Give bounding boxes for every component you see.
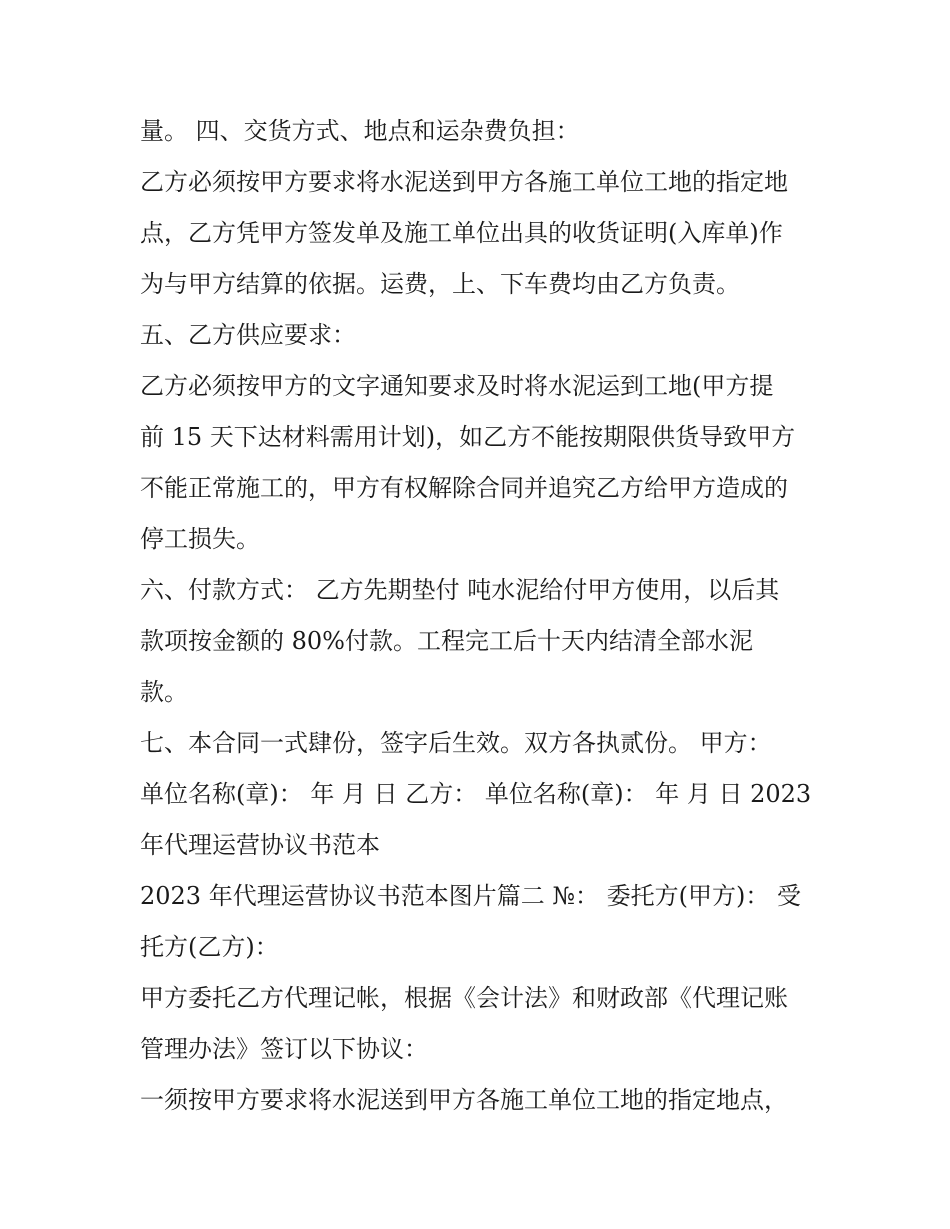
text-line: 五、乙方供应要求：	[140, 321, 356, 349]
text-line: 为与甲方结算的依据。运费，上、下车费均由乙方负责。	[140, 270, 740, 298]
text-line: 年代理运营协议书范本	[140, 831, 380, 859]
text-line: 管理办法》签订以下协议：	[140, 1035, 428, 1063]
text-line: 点，乙方凭甲方签发单及施工单位出具的收货证明(入库单)作	[140, 219, 783, 247]
text-line: 乙方必须按甲方要求将水泥送到甲方各施工单位工地的指定地	[140, 168, 788, 196]
text-line: 甲方委托乙方代理记帐，根据《会计法》和财政部《代理记账	[140, 984, 788, 1012]
text-line: 七、本合同一式肆份，签字后生效。双方各执贰份。 甲方：	[140, 729, 772, 757]
text-line: 款项按金额的 80%付款。工程完工后十天内结清全部水泥	[140, 627, 753, 655]
text-line: 款。	[140, 678, 188, 706]
document-body	[140, 106, 820, 1126]
text-line: 一须按甲方要求将水泥送到甲方各施工单位工地的指定地点，	[140, 1086, 788, 1114]
text-line: 2023 年代理运营协议书范本图片篇二 №： 委托方(甲方)： 受	[140, 882, 802, 910]
text-line: 六、付款方式： 乙方先期垫付 吨水泥给付甲方使用，以后其	[140, 576, 780, 604]
text-line: 停工损失。	[140, 525, 260, 553]
text-line: 托方(乙方)：	[140, 933, 279, 961]
text-line: 量。 四、交货方式、地点和运杂费负担：	[140, 117, 580, 145]
text-line: 乙方必须按甲方的文字通知要求及时将水泥运到工地(甲方提	[140, 372, 774, 400]
text-line: 不能正常施工的，甲方有权解除合同并追究乙方给甲方造成的	[140, 474, 788, 502]
text-line: 前 15 天下达材料需用计划)，如乙方不能按期限供货导致甲方	[140, 423, 796, 451]
text-line: 单位名称(章)： 年 月 日 乙方： 单位名称(章)： 年 月 日 2023	[140, 780, 812, 808]
